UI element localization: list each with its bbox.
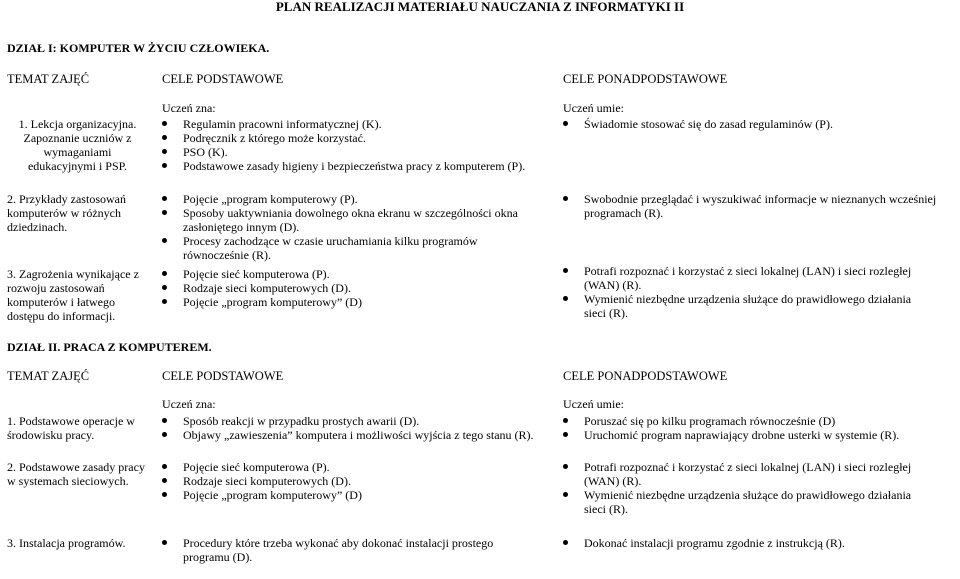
- column-header-advanced: CELE PONADPODSTAWOWE: [563, 72, 728, 86]
- list-item: Rodzaje sieci komputerowych (D).: [158, 281, 558, 295]
- list-item: Pojęcie „program komputerowy” (D): [158, 488, 558, 502]
- list-item: Potrafi rozpoznać i korzystać z sieci lokalnej (LAN) i sieci rozległej (WAN) (R).: [559, 460, 959, 488]
- list-item: Potrafi rozpoznać i korzystać z sieci lokalnej (LAN) i sieci rozległej (WAN) (R).: [559, 264, 959, 292]
- topic-line: rozwoju zastosowań: [7, 281, 105, 295]
- list-item: Objawy „zawieszenia” komputera i możliwości wyjścia z tego stanu (R).: [158, 428, 558, 442]
- list-item: Dokonać instalacji programu zgodnie z instrukcją (R).: [559, 536, 959, 550]
- list-item: Pojęcie sieć komputerowa (P).: [158, 460, 558, 474]
- topic-line: 2. Przykłady zastosowań: [7, 192, 126, 206]
- advanced-goals-list: [559, 460, 959, 516]
- list-item: Swobodnie przeglądać i wyszukiwać informacje w nieznanych wcześniej programach (R).: [559, 192, 959, 220]
- topic-cell: [7, 460, 145, 488]
- list-item: Procedury które trzeba wykonać aby dokonać instalacji prostego programu (D).: [158, 536, 558, 564]
- sub-header-knows: Uczeń zna:: [162, 397, 216, 411]
- sub-header-can: Uczeń umie:: [563, 397, 624, 411]
- list-item: Podstawowe zasady higieny i bezpieczeństwa pracy z komputerem (P).: [158, 159, 558, 173]
- list-item: Sposób reakcji w przypadku prostych awarii (D).: [158, 414, 558, 428]
- basic-goals-list: [158, 414, 558, 442]
- list-item: Świadomie stosować się do zasad regulaminów (P).: [559, 117, 959, 131]
- topic-cell: [7, 414, 135, 442]
- basic-goals-list: [158, 267, 558, 309]
- list-item: Pojęcie „program komputerowy (P).: [158, 192, 558, 206]
- topic-cell: [7, 267, 139, 323]
- advanced-goals-list: [559, 414, 959, 442]
- basic-goals-list: [158, 536, 558, 564]
- list-item: Pojęcie „program komputerowy” (D): [158, 295, 558, 309]
- topic-line: 3. Instalacja programów.: [7, 536, 126, 550]
- column-header-basic: CELE PODSTAWOWE: [162, 72, 284, 86]
- topic-line: 2. Podstawowe zasady pracy: [7, 460, 145, 474]
- sub-header-knows: Uczeń zna:: [162, 101, 216, 115]
- document-title: PLAN REALIZACJI MATERIAŁU NAUCZANIA Z INFORMATYKI II: [275, 0, 685, 14]
- list-item: PSO (K).: [158, 145, 558, 159]
- section-heading: DZIAŁ I: KOMPUTER W ŻYCIU CZŁOWIEKA.: [7, 41, 270, 55]
- topic-line: komputerów w różnych: [7, 206, 121, 220]
- topic-line: Zapoznanie uczniów z: [23, 131, 132, 145]
- topic-line: w systemach sieciowych.: [7, 474, 129, 488]
- list-item: Poruszać się po kilku programach równocześnie (D): [559, 414, 959, 428]
- list-item: Pojęcie sieć komputerowa (P).: [158, 267, 558, 281]
- topic-line: środowisku pracy.: [7, 428, 95, 442]
- list-item: Wymienić niezbędne urządzenia służące do prawidłowego działania sieci (R).: [559, 292, 959, 320]
- sub-header-can: Uczeń umie:: [563, 101, 624, 115]
- advanced-goals-list: [559, 536, 959, 550]
- column-header-advanced: CELE PONADPODSTAWOWE: [563, 369, 728, 383]
- list-item: Procesy zachodzące w czasie uruchamiania kilku programów równocześnie (R).: [158, 234, 558, 262]
- topic-line: dostępu do informacji.: [7, 309, 116, 323]
- advanced-goals-list: [559, 192, 959, 220]
- column-header-basic: CELE PODSTAWOWE: [162, 369, 284, 383]
- topic-line: dziedzinach.: [7, 220, 68, 234]
- section-heading: DZIAŁ II. PRACA Z KOMPUTEREM.: [7, 340, 212, 354]
- basic-goals-list: [158, 192, 558, 262]
- list-item: Rodzaje sieci komputerowych (D).: [158, 474, 558, 488]
- topic-line: 1. Lekcja organizacyjna.: [18, 117, 137, 131]
- topic-line: 3. Zagrożenia wynikające z: [7, 267, 139, 281]
- topic-line: wymaganiami: [43, 145, 112, 159]
- column-header-topic: TEMAT ZAJĘĆ: [7, 369, 90, 383]
- list-item: Sposoby uaktywniania dowolnego okna ekranu w szczególności okna zasłoniętego innym (D).: [158, 206, 558, 234]
- list-item: Regulamin pracowni informatycznej (K).: [158, 117, 558, 131]
- basic-goals-list: [158, 460, 558, 502]
- advanced-goals-list: [559, 117, 959, 131]
- topic-line: komputerów i łatwego: [7, 295, 115, 309]
- list-item: Podręcznik z którego może korzystać.: [158, 131, 558, 145]
- topic-cell: [7, 536, 126, 550]
- basic-goals-list: [158, 117, 558, 173]
- list-item: Uruchomić program naprawiający drobne usterki w systemie (R).: [559, 428, 959, 442]
- topic-line: 1. Podstawowe operacje w: [7, 414, 135, 428]
- topic-cell: [0, 117, 155, 173]
- topic-cell: [7, 192, 126, 234]
- advanced-goals-list: [559, 264, 959, 320]
- list-item: Wymienić niezbędne urządzenia służące do prawidłowego działania sieci (R).: [559, 488, 959, 516]
- topic-line: edukacyjnymi i PSP.: [27, 159, 127, 173]
- column-header-topic: TEMAT ZAJĘĆ: [7, 72, 90, 86]
